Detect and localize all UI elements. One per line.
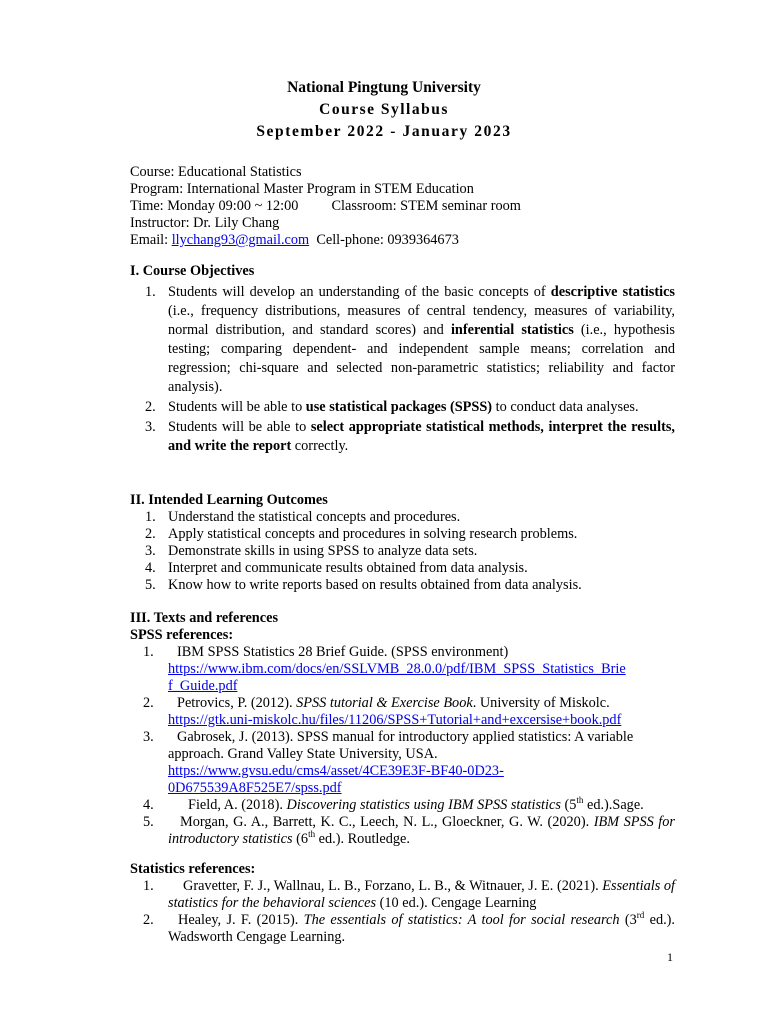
list-item: 1. IBM SPSS Statistics 28 Brief Guide. (SPSS environment) https://www.ibm.com/docs/en/SSLVMB_28.0.0/pdf/IBM_SPSS_Statistics_Brie f_Guide.pdf (143, 644, 626, 694)
list-item: 4. Field, A. (2018). Discovering statistics using IBM SPSS statistics (5th ed.).Sage. (143, 795, 644, 813)
program-line: Program: International Master Program in STEM Education (130, 181, 474, 197)
reference-link[interactable]: f_Guide.pdf (168, 678, 238, 694)
instructor-line: Instructor: Dr. Lily Chang (130, 215, 280, 231)
course-line: Course: Educational Statistics (130, 164, 302, 180)
course-info (130, 164, 521, 249)
list-item: 1. Students will develop an understanding of the basic concepts of descriptive statistics (i.e., frequency distributions, measures of central tendency, measures of variability, normal distribution, and standard scores) and inferential statistics (i.e., hypothesis testing; comparing dependent- and independent sample means; correlation and regression; chi-square and selected non-parametric statistics; reliability and factor analysis). (145, 284, 675, 395)
page-number: 1 (667, 950, 673, 964)
outcomes-list (130, 509, 675, 594)
university-title: National Pingtung University (287, 79, 481, 96)
list-item: 2. Apply statistical concepts and procedures in solving research problems. (145, 526, 578, 542)
list-item: 2. Healey, J. F. (2015). The essentials of statistics: A tool for social research (3rd ed.). Wadsworth Cengage Learning. (143, 910, 675, 945)
texts-heading: III. Texts and references (130, 610, 279, 626)
list-item: 5. Know how to write reports based on results obtained from data analysis. (145, 577, 582, 593)
list-item: 3. Students will be able to select appropriate statistical methods, interpret the results, and write the report correctly. (145, 419, 675, 454)
email-line (130, 232, 521, 249)
time-line (130, 198, 521, 215)
list-item: 1. Gravetter, F. J., Wallnau, L. B., Forzano, L. B., & Witnauer, J. E. (2021). Essentials of statistics for the behavioral sciences (10 ed.). Cengage Learning (143, 878, 675, 911)
cellphone-text: Cell-phone: 0939364673 (316, 232, 459, 248)
reference-link[interactable]: https://www.ibm.com/docs/en/SSLVMB_28.0.0/pdf/IBM_SPSS_Statistics_Brie (168, 661, 626, 677)
list-item: 5. Morgan, G. A., Barrett, K. C., Leech, N. L., Gloeckner, G. W. (2020). IBM SPSS for introductory statistics (6th ed.). Routledge. (143, 814, 675, 847)
statistics-references-heading: Statistics references: (130, 861, 256, 877)
spss-references-list (130, 644, 675, 848)
objectives-list (130, 283, 675, 457)
classroom-text: Classroom: STEM seminar room (331, 198, 521, 214)
reference-link[interactable]: https://gtk.uni-miskolc.hu/files/11206/SPSS+Tutorial+and+excersise+book.pdf (168, 712, 622, 728)
spss-references-heading: SPSS references: (130, 627, 234, 643)
document-title: Course Syllabus (319, 101, 449, 118)
list-item: 2. Students will be able to use statistical packages (SPSS) to conduct data analyses. (145, 399, 639, 415)
reference-link[interactable]: https://www.gvsu.edu/cms4/asset/4CE39E3F-BF40-0D23- (168, 763, 504, 779)
objectives-heading: I. Course Objectives (130, 263, 255, 279)
outcomes-heading: II. Intended Learning Outcomes (130, 492, 328, 508)
email-link[interactable]: llychang93@gmail.com (171, 232, 310, 248)
time-text: Time: Monday 09:00 ~ 12:00 (130, 198, 299, 214)
statistics-references-list (130, 878, 675, 946)
list-item: 1. Understand the statistical concepts and procedures. (145, 509, 461, 525)
list-item: 3. Gabrosek, J. (2013). SPSS manual for introductory applied statistics: A variable approach. Grand Valley State University, USA. https://www.gvsu.edu/cms4/asset/4CE39E3F-BF40-0D23- 0D675539A8F525E7/spss.pdf (143, 729, 634, 796)
term-title: September 2022 - January 2023 (256, 123, 512, 140)
email-label: Email: (130, 232, 172, 248)
list-item: 2. Petrovics, P. (2012). SPSS tutorial & Exercise Book. University of Miskolc. https://gtk.uni-miskolc.hu/files/11206/SPSS+Tutorial+and+excersise+book.pdf (143, 695, 622, 728)
list-item: 3. Demonstrate skills in using SPSS to analyze data sets. (145, 543, 478, 559)
list-item: 4. Interpret and communicate results obtained from data analysis. (145, 560, 528, 576)
reference-link[interactable]: 0D675539A8F525E7/spss.pdf (168, 780, 342, 796)
